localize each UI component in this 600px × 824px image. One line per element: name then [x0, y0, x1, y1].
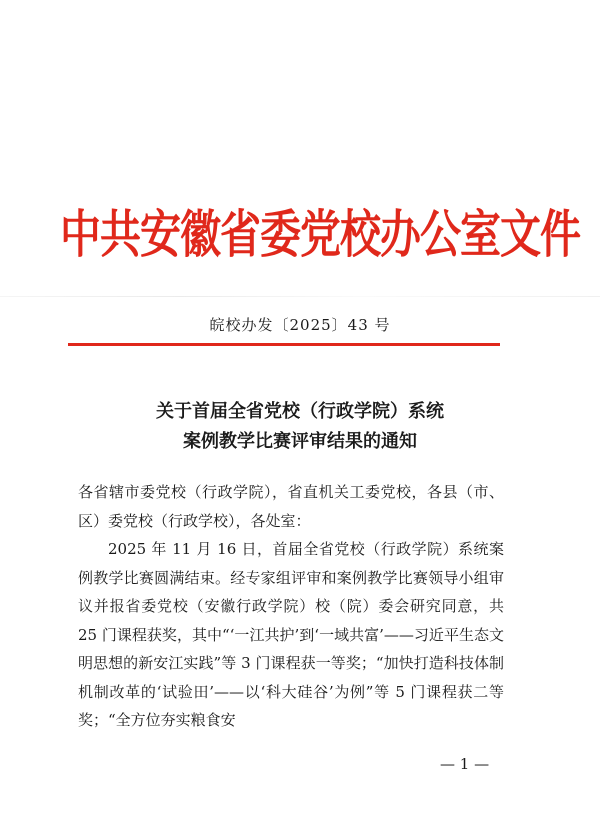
document-number: 皖校办发〔2025〕43 号 [209, 316, 391, 334]
notice-body [78, 478, 504, 735]
notice-title-line-1: 关于首届全省党校（行政学院）系统 [156, 401, 444, 422]
salutation: 各省辖市委党校（行政学院），省直机关工委党校，各县（市、区）委党校（行政学校），各处室： [78, 483, 504, 530]
body-paragraph: 2025 年 11 月 16 日，首届全省党校（行政学院）系统案例教学比赛圆满结束。经专家组评审和案例教学比赛领导小组审议并报省委党校（安徽行政学院）校（院）委会研究同意，共 25 门课程获奖，其中“‘一江共护’到‘一域共富’——习近平生态文明思想的新安江实践”等 3 门课程获一等奖；“加快打造科技体制机制改革的‘试验田’——以‘科大硅谷’为例”等 5 门课程获二等奖；“全方位夯实粮食安 [78, 540, 504, 729]
scan-artifact-line [0, 296, 600, 297]
issuer-masthead: 中共安徽省委党校办公室文件 [60, 204, 580, 265]
page-number: — 1 — [440, 755, 490, 773]
notice-title-line-2: 案例教学比赛评审结果的通知 [183, 431, 417, 452]
notice-title [0, 397, 600, 457]
red-divider-line [68, 343, 500, 346]
